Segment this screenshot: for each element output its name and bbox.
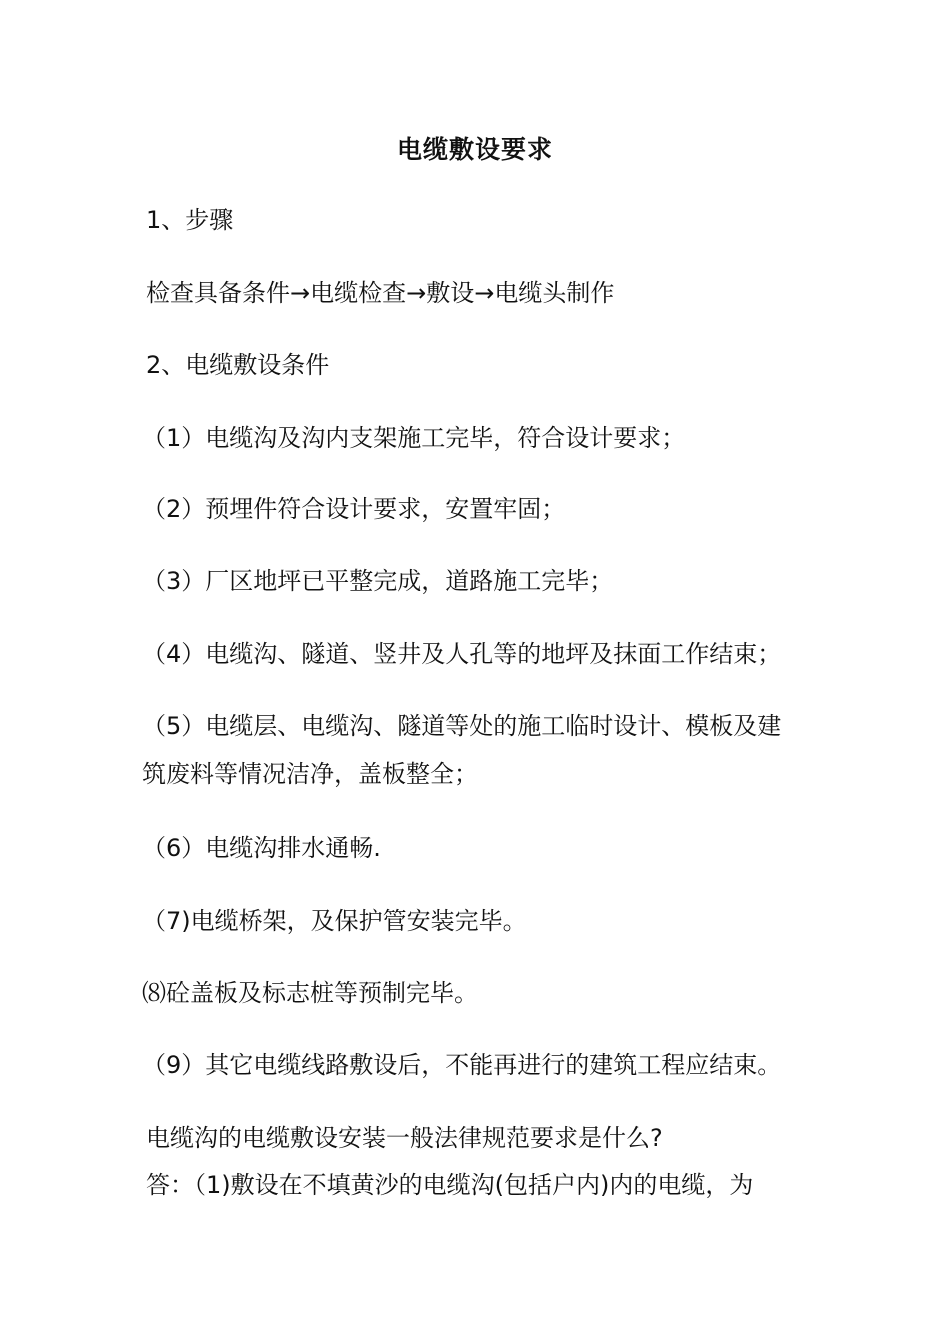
condition-item: ⑻砼盖板及标志桩等预制完毕。 [142, 979, 478, 1007]
condition-item: （6）电缆沟排水通畅. [142, 834, 381, 862]
condition-item: （4）电缆沟、隧道、竖井及人孔等的地坪及抹面工作结束； [142, 640, 782, 668]
condition-item: （1）电缆沟及沟内支架施工完毕，符合设计要求； [142, 424, 686, 452]
steps-flow: 检查具备条件→电缆检查→敷设→电缆头制作 [146, 279, 615, 307]
condition-item: （9）其它电缆线路敷设后，不能再进行的建筑工程应结束。 [142, 1051, 782, 1079]
condition-item: （2）预埋件符合设计要求，安置牢固； [142, 495, 566, 523]
condition-item: （7)电缆桥架，及保护管安装完毕。 [142, 907, 527, 935]
answer-text: 答：（1)敷设在不填黄沙的电缆沟(包括户内)内的电缆，为 [146, 1171, 754, 1199]
document-title: 电缆敷设要求 [396, 135, 553, 164]
section-heading-conditions: 2、电缆敷设条件 [146, 351, 330, 379]
section-heading-steps: 1、步骤 [146, 206, 234, 234]
condition-item: （3）厂区地坪已平整完成，道路施工完毕； [142, 567, 614, 595]
question-text: 电缆沟的电缆敷设安装一般法律规范要求是什么? [146, 1124, 663, 1152]
condition-item: （5）电缆层、电缆沟、隧道等处的施工临时设计、模板及建筑废料等情况洁净，盖板整全； [142, 712, 782, 788]
